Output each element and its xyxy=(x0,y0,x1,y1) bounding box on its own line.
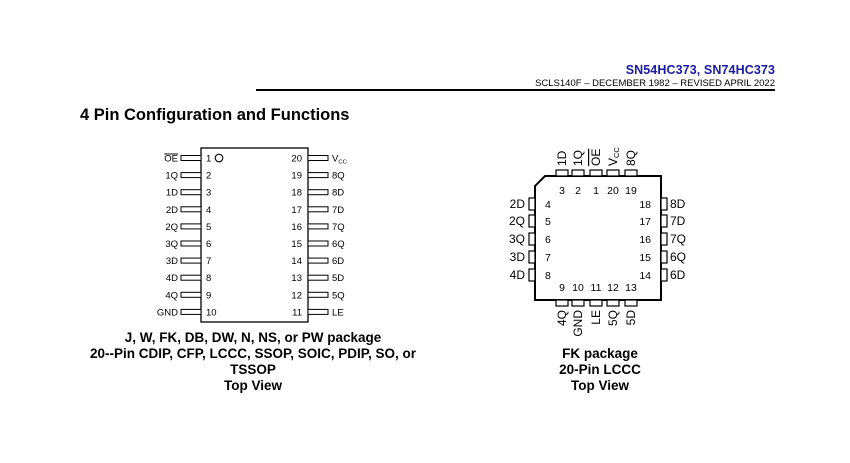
dip-caption-line: 20--Pin CDIP, CFP, LCCC, SSOP, SOIC, PDIP, SO, or xyxy=(89,346,417,361)
fk-pin-pad xyxy=(590,170,602,176)
dip-pin-label: 2Q xyxy=(165,221,178,233)
fk-pin-number: 18 xyxy=(639,199,651,211)
dip-pin-number: 19 xyxy=(291,170,302,182)
dip-pin-label: $V_{CC}$ xyxy=(332,153,347,166)
dip-pin-label: GND xyxy=(156,307,178,319)
fk-pin-pad xyxy=(572,170,584,176)
dip-pin-label: 1D xyxy=(165,187,178,199)
fk-pin-label: 7Q xyxy=(670,232,687,246)
dip-caption xyxy=(80,330,426,394)
dip-caption-line: J, W, FK, DB, DW, N, NS, or PW package xyxy=(124,330,382,345)
fk-pin-number: 7 xyxy=(545,252,551,264)
fk-pin-number: 12 xyxy=(607,282,619,294)
dip-pin-number: 4 xyxy=(206,204,212,216)
fk-pin-label: 6D xyxy=(670,268,686,282)
dip-caption-line: TSSOP xyxy=(230,362,276,377)
fk-pin-pad xyxy=(529,251,535,263)
document-info: SCLS140F – DECEMBER 1982 – REVISED APRIL 2022 xyxy=(535,78,775,89)
fk-pin-number: 3 xyxy=(559,185,565,197)
fk-pin-label: OE xyxy=(589,148,603,166)
dip-pin-number: 2 xyxy=(206,170,212,182)
dip-pin-number: 11 xyxy=(292,307,302,319)
dip-pin-number: 20 xyxy=(291,153,302,165)
dip-pin-number: 15 xyxy=(291,239,302,250)
dip-pin-label: LE xyxy=(332,307,344,319)
fk-pin-pad xyxy=(661,198,667,210)
fk-pin-number: 13 xyxy=(625,282,637,294)
fk-pin-label: 2D xyxy=(509,197,525,211)
fk-caption xyxy=(520,346,680,394)
fk-pin-label: VCC xyxy=(606,147,621,166)
fk-pin-number: 10 xyxy=(572,282,584,294)
fk-pin-pad xyxy=(661,269,667,281)
fk-pin-label: 6Q xyxy=(670,250,687,264)
fk-pin-label: LE xyxy=(589,310,603,325)
fk-pin-label: GND xyxy=(571,310,585,337)
fk-pin-label: 3D xyxy=(509,250,525,264)
dip-pin-number: 12 xyxy=(291,290,302,302)
dip-pin-label: 7D xyxy=(332,204,345,216)
dip-pin-label: 3D xyxy=(165,256,178,268)
fk-pin-number: 19 xyxy=(625,185,637,197)
fk-pin-pad xyxy=(572,300,584,306)
fk-pin-label-sub: CC xyxy=(612,147,621,158)
fk-pin-pad xyxy=(529,215,535,227)
dip-pin-label: 6Q xyxy=(332,239,345,250)
dip-pin-label-sub: CC xyxy=(338,159,347,166)
dip-pin-number: 5 xyxy=(206,221,212,233)
fk-pin-pad xyxy=(529,269,535,281)
fk-pin-number: 8 xyxy=(545,270,551,282)
fk-pin-label: 1D xyxy=(555,150,569,166)
fk-pin-number: 14 xyxy=(639,270,651,282)
dip-caption-line: Top View xyxy=(223,378,282,393)
dip-pin-label: 7Q xyxy=(332,221,345,233)
fk-pin-number: 17 xyxy=(639,216,651,228)
fk-pin-pad xyxy=(556,300,568,306)
dip-pin-number: 18 xyxy=(291,187,302,199)
fk-pin-pad xyxy=(556,170,568,176)
dip-pin-number: 3 xyxy=(206,187,212,199)
fk-pin-label: 7D xyxy=(670,214,686,228)
fk-pin-pad xyxy=(590,300,602,306)
fk-pin-pad xyxy=(625,300,637,306)
fk-pin-pad xyxy=(661,251,667,263)
fk-pin-pad xyxy=(661,215,667,227)
dip-pin-number: 16 xyxy=(291,221,302,233)
fk-pin-number: 5 xyxy=(545,216,551,228)
dip-pin-label: 8Q xyxy=(332,170,345,182)
fk-pin-pad xyxy=(607,300,619,306)
fk-caption-line: Top View xyxy=(570,378,629,393)
fk-pin-number: 20 xyxy=(607,185,619,197)
fk-pin-label: 8Q xyxy=(624,149,638,166)
fk-pin-label: 2Q xyxy=(508,214,525,228)
dip-pin-label: 4D xyxy=(165,273,178,285)
fk-pin-label: 4Q xyxy=(555,310,569,327)
dip-pin-number: 7 xyxy=(206,256,212,268)
fk-pin-number: 11 xyxy=(590,282,602,294)
dip-pin-label: 4Q xyxy=(165,290,178,302)
fk-pin-pad xyxy=(625,170,637,176)
dip-pin-label: 5D xyxy=(332,273,345,285)
fk-pin-label: 3Q xyxy=(508,232,525,246)
fk-pin-pad xyxy=(661,233,667,245)
fk-pin-label: 1Q xyxy=(571,149,585,166)
fk-pin-label: 5Q xyxy=(606,310,620,327)
fk-pin-pad xyxy=(607,170,619,176)
dip-pin-label: 2D xyxy=(165,204,178,216)
dip-pin-label: 8D xyxy=(332,187,345,199)
fk-pin-label: 4D xyxy=(509,268,525,282)
fk-pin-number: 16 xyxy=(639,234,651,246)
fk-pin-number: 6 xyxy=(545,234,551,246)
part-numbers: SN54HC373, SN74HC373 xyxy=(625,63,775,77)
dip-pin-label: 5Q xyxy=(332,290,345,302)
fk-pin-number: 1 xyxy=(593,185,599,197)
section-title: 4 Pin Configuration and Functions xyxy=(80,106,350,124)
fk-caption-line: 20-Pin LCCC xyxy=(559,362,641,377)
dip-pin-number: 14 xyxy=(291,256,302,268)
fk-pin-number: 2 xyxy=(575,185,581,197)
fk-pin-number: 9 xyxy=(559,282,565,294)
fk-pin-label: 5D xyxy=(624,310,638,326)
dip-pin-number: 13 xyxy=(291,273,302,285)
dip-pin-label: OE xyxy=(164,153,178,165)
fk-pin-pad xyxy=(529,198,535,210)
fk-pin-label: 8D xyxy=(670,197,686,211)
dip-pin-number: 10 xyxy=(206,307,217,319)
fk-pin-number: 15 xyxy=(639,252,651,264)
dip-pin-number: 9 xyxy=(206,290,212,302)
dip-pin-label: 6D xyxy=(332,256,345,268)
fk-caption-line: FK package xyxy=(562,346,638,361)
fk-pin-number: 4 xyxy=(545,199,551,211)
dip-pin-number: 6 xyxy=(206,239,212,250)
dip-pin-number: 1 xyxy=(206,153,212,165)
dip-pin-label: 1Q xyxy=(165,170,178,182)
dip-pin-number: 8 xyxy=(206,273,212,285)
dip-pin-number: 17 xyxy=(291,204,302,216)
dip-pin-label: 3Q xyxy=(165,239,178,250)
fk-pin-pad xyxy=(529,233,535,245)
